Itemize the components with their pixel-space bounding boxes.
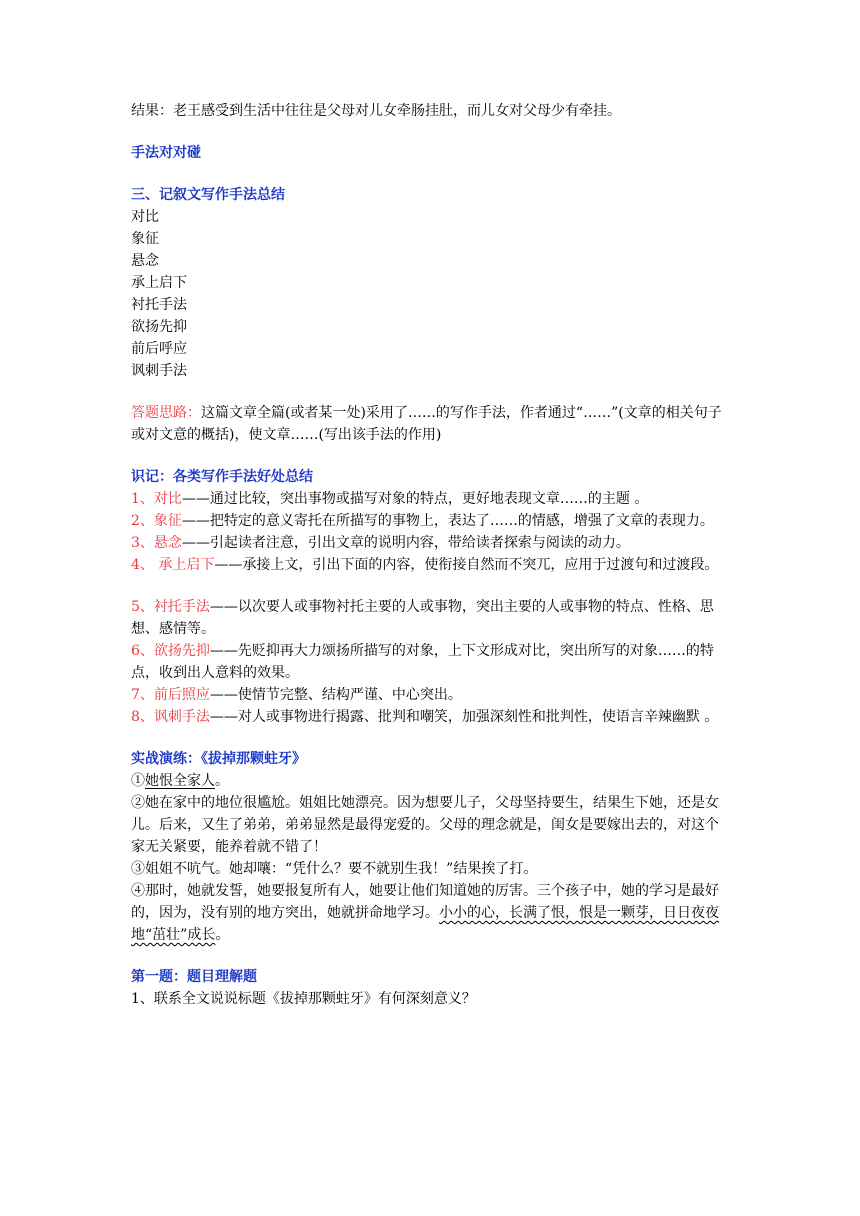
benefit-item [131,706,731,728]
benefit-num: 8、 [131,709,154,725]
para-end: 。 [215,927,230,943]
benefit-text: ——通过比较，突出事物或描写对象的特点，更好地表现文章……的主题 。 [181,491,649,507]
technique-item: 衬托手法 [131,297,187,313]
benefit-term: 对比 [153,491,182,507]
benefit-num: 4、 [131,557,159,573]
benefit-text: ——引起读者注意，引出文章的说明内容，带给读者探索与阅读的动力。 [181,535,630,551]
technique-item: 对比 [131,209,159,225]
passage-paragraph-3: ③姐姐不吭气。她却嚷：“凭什么？要不就别生我！”结果挨了打。 [131,861,538,877]
benefit-item [131,532,731,554]
question1-title: 第一题：题目理解题 [131,969,257,985]
para-text: ④那时，她就发誓，她要报复所有人，她要让他们知道她的厉害。三个孩子中，她的学习是最好的，因为，没有别的地方突出，她就拼命地学习。 [131,883,719,921]
para-number: ① [131,773,145,789]
document-page [131,100,731,1010]
wavy-underlined-sentence: 小小的心，长满了恨，恨是一颗芽，日日夜夜地“茁壮”成长 [131,905,719,943]
technique-item: 前后呼应 [131,341,187,357]
underlined-sentence: 她恨全家人 [145,773,215,789]
benefit-item [131,596,731,640]
benefit-item [131,488,731,510]
benefit-text: ——对人或事物进行揭露、批判和嘲笑，加强深刻性和批判性，使语言辛辣幽默 。 [209,709,719,725]
benefit-term: 前后照应 [153,687,210,703]
question1-text: 1、联系全文说说标题《拔掉那颗蛀牙》有何深刻意义？ [131,991,476,1007]
passage-paragraph-1 [131,770,731,792]
practice-title: 实战演练：《拔掉那颗蛀牙》 [131,751,306,767]
benefit-term: 讽刺手法 [153,709,210,725]
benefit-num: 6、 [131,643,154,659]
benefit-num: 7、 [131,687,154,703]
benefit-num: 5、 [131,599,154,615]
benefit-item [131,640,731,684]
answer-idea [131,402,731,446]
benefit-text: ——以次要人或事物衬托主要的人或事物，突出主要的人或事物的特点、性格、思想、感情等。 [131,599,714,637]
benefit-term: 承上启下 [158,557,215,573]
benefit-num: 2、 [131,513,154,529]
benefit-term: 衬托手法 [153,599,210,615]
benefit-text: ——承接上文，引出下面的内容，使衔接自然而不突兀，应用于过渡句和过渡段。 [214,557,719,573]
section3-title: 三、记叙文写作手法总结 [131,187,285,203]
result-line: 结果：老王感受到生活中往往是父母对儿女牵肠挂肚，而儿女对父母少有牵挂。 [131,103,621,119]
benefit-term: 象征 [153,513,182,529]
passage-paragraph-4 [131,880,731,946]
benefit-text: ——使情节完整、结构严谨、中心突出。 [209,687,462,703]
para-end: 。 [215,773,229,789]
technique-item: 讽刺手法 [131,363,187,379]
technique-item: 欲扬先抑 [131,319,187,335]
benefit-term: 欲扬先抑 [153,643,210,659]
benefits-title: 识记：各类写作手法好处总结 [131,469,313,485]
passage-paragraph-2: ②她在家中的地位很尴尬。姐姐比她漂亮。因为想要儿子，父母坚持要生，结果生下她，还是女儿。后来，又生了弟弟，弟弟显然是最得宠爱的。父母的理念就是，闺女是要嫁出去的，对这个家无关紧要，能养着就不错了！ [131,795,719,855]
benefit-text: ——把特定的意义寄托在所描写的事物上，表达了……的情感，增强了文章的表现力。 [181,513,714,529]
benefit-term: 悬念 [153,535,182,551]
technique-item: 悬念 [131,253,159,269]
answer-idea-text: 这篇文章全篇(或者某一处)采用了……的写作手法，作者通过“……”(文章的相关句子或对文意的概括)，使文章……(写出该手法的作用) [131,405,722,443]
section-contrast-title: 手法对对碰 [131,145,201,161]
answer-idea-label: 答题思路： [131,405,201,421]
benefit-item [131,510,731,532]
benefit-num: 3、 [131,535,154,551]
technique-item: 承上启下 [131,275,187,291]
benefit-item [131,684,731,706]
benefit-text: ——先贬抑再大力颂扬所描写的对象，上下文形成对比，突出所写的对象……的特点，收到出人意料的效果。 [131,643,714,681]
benefit-item [131,554,731,576]
benefit-num: 1、 [131,491,154,507]
technique-item: 象征 [131,231,159,247]
